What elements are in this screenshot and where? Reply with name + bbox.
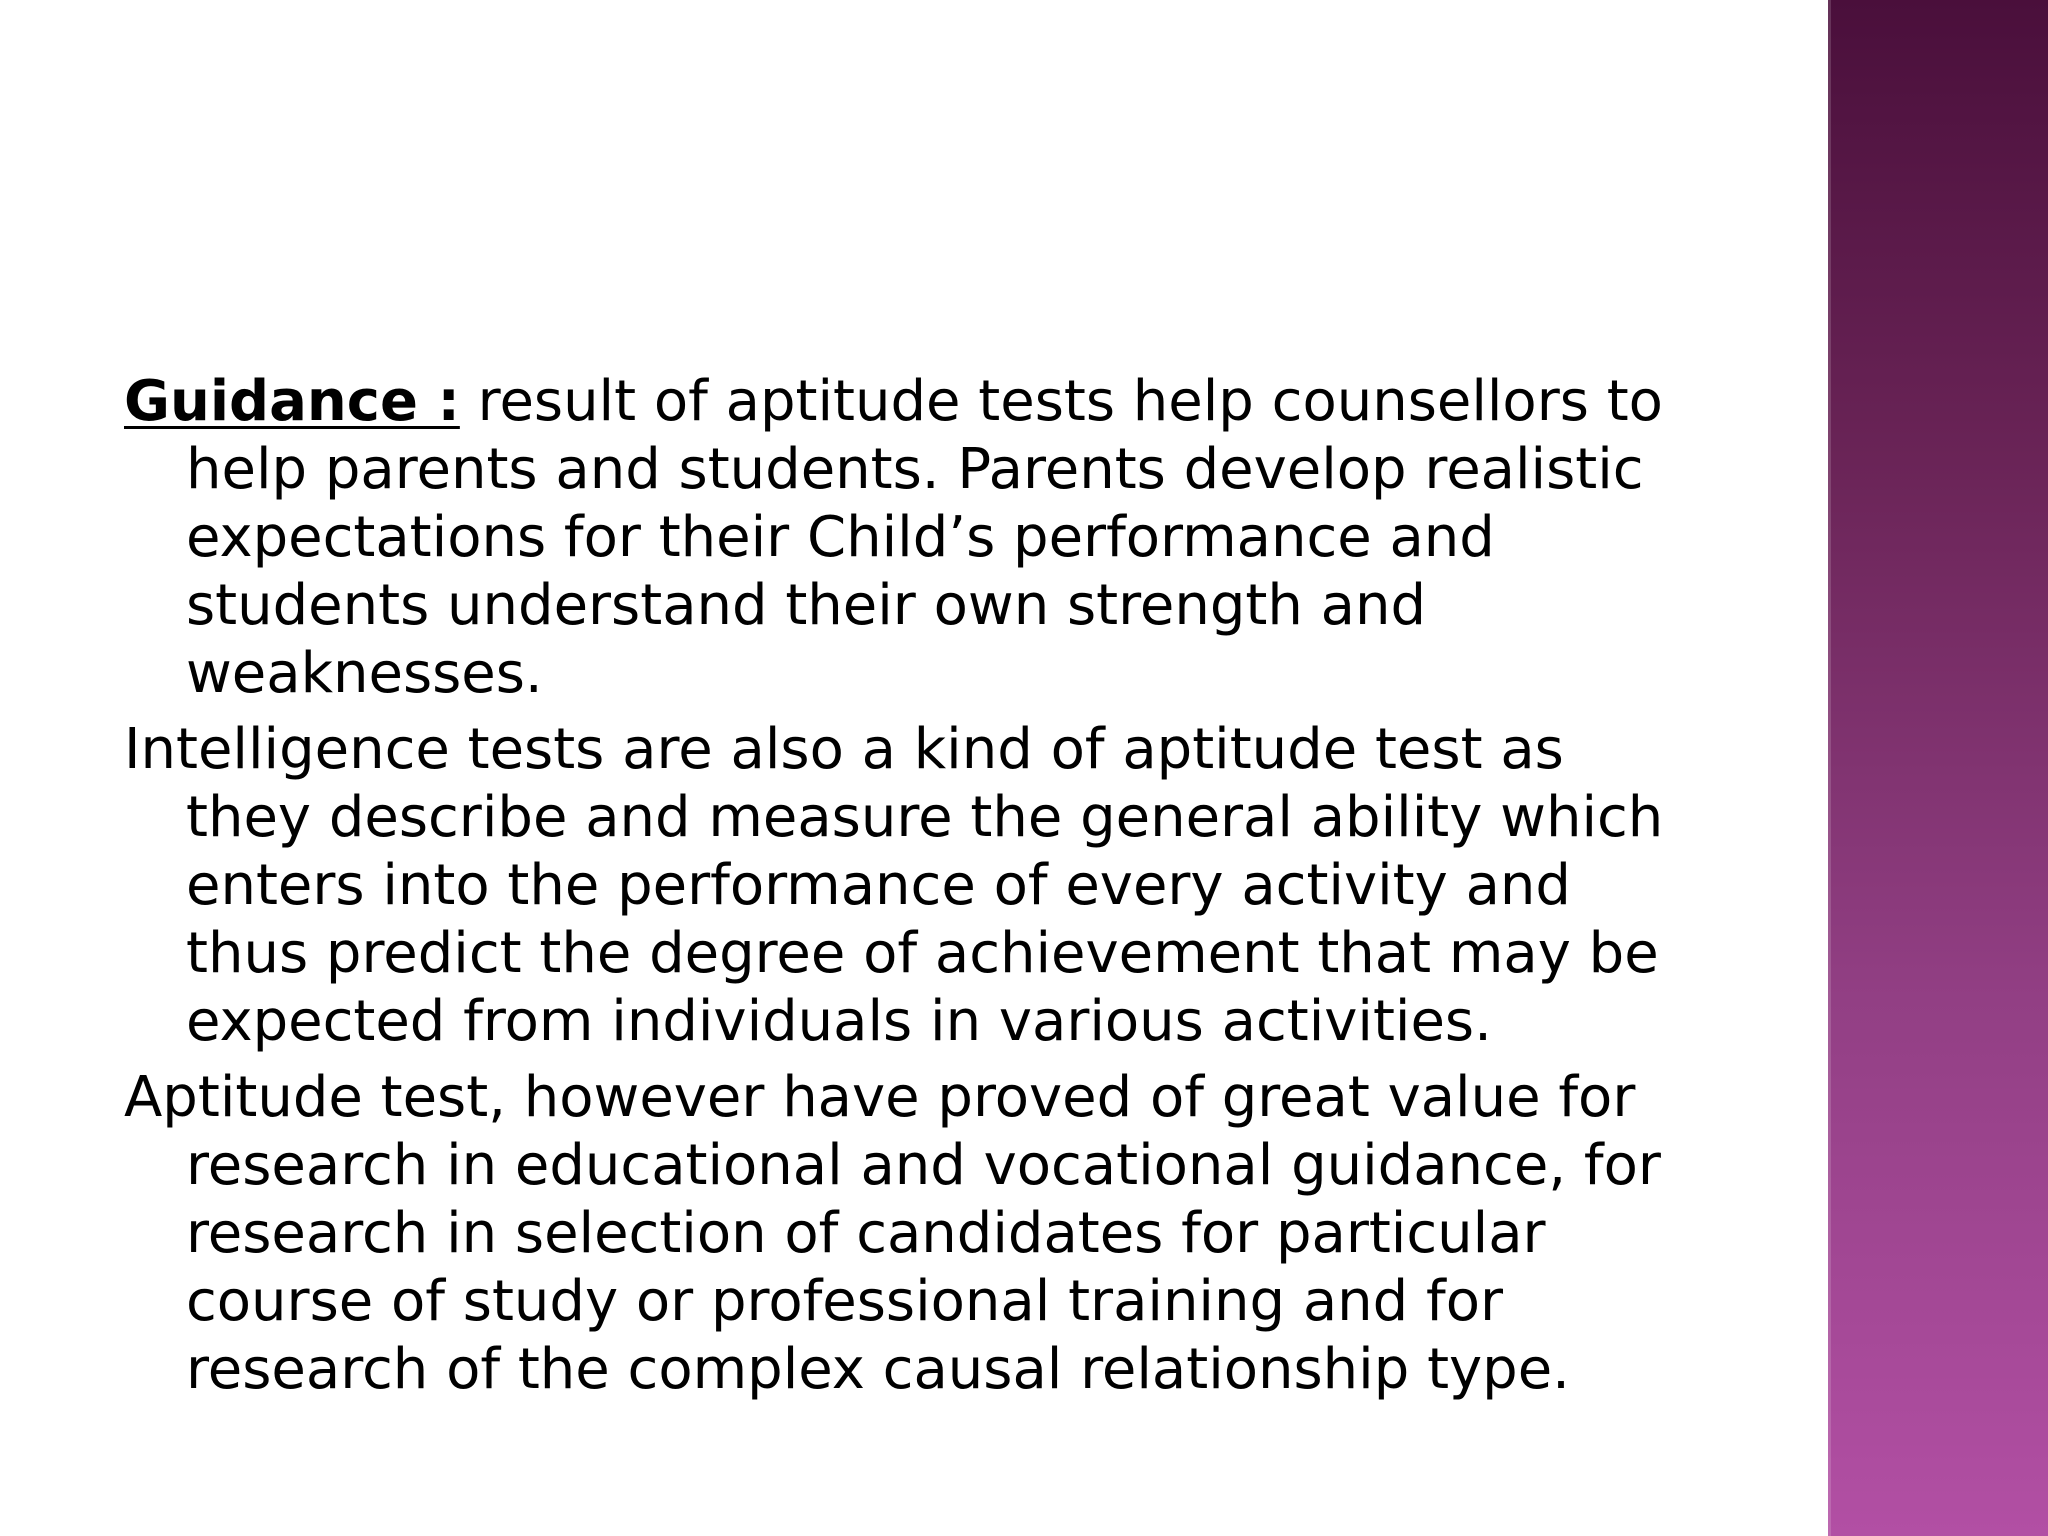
decorative-side-band bbox=[1828, 0, 2048, 1536]
paragraph-text-aptitude-test: Aptitude test, however have proved of great value for research in educational and vocational guidance, for research in selection of candidates for particular course of study or professional training and for research of the complex causal relationship type. bbox=[124, 1065, 1661, 1402]
paragraph-text-intelligence-tests: Intelligence tests are also a kind of aptitude test as they describe and measure the general ability which enters into the performance of every activity and thus predict the degree of achievement that may be expected from individuals in various activities. bbox=[124, 717, 1664, 1054]
paragraph-intelligence-tests bbox=[124, 716, 1684, 1056]
paragraph-text-guidance: result of aptitude tests help counsellors to help parents and students. Parents develop realistic expectations for their Child’s performance and students understand their own strength and weaknesses. bbox=[186, 369, 1663, 706]
side-band-edge bbox=[1828, 0, 1831, 1536]
paragraph-guidance bbox=[124, 368, 1684, 708]
paragraph-lead-guidance: Guidance : bbox=[124, 369, 460, 434]
slide-body bbox=[124, 368, 1684, 1412]
paragraph-aptitude-test bbox=[124, 1064, 1684, 1404]
